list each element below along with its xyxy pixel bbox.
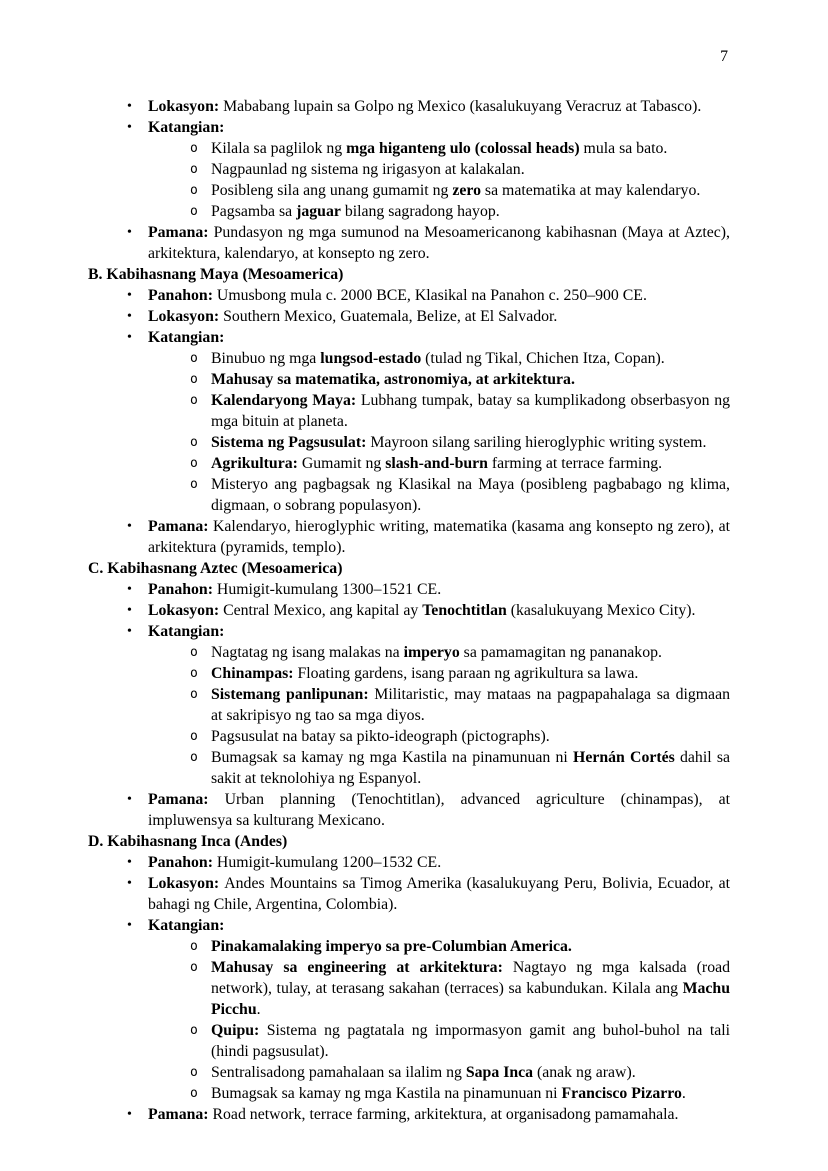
bullet-marker: • bbox=[127, 792, 132, 807]
list-item-text: Pagsamba sa jaguar bilang sagradong hayop. bbox=[211, 203, 500, 220]
list-item bbox=[88, 180, 730, 201]
list-item bbox=[88, 600, 730, 621]
list-item bbox=[88, 957, 730, 1020]
list-item-text: Katangian: bbox=[148, 329, 225, 346]
list-item-text: Nagtatag ng isang malakas na imperyo sa pamamagitan ng pananakop. bbox=[211, 644, 662, 661]
bullet-marker: • bbox=[127, 582, 132, 597]
list-item bbox=[88, 306, 730, 327]
list-item bbox=[88, 117, 730, 138]
list-item-text: Pamana: Road network, terrace farming, arkitektura, at organisadong pamamahala. bbox=[148, 1106, 679, 1123]
list-item bbox=[88, 1020, 730, 1062]
list-item bbox=[88, 369, 730, 390]
list-item-text: Sistema ng Pagsusulat: Mayroon silang sariling hieroglyphic writing system. bbox=[211, 434, 707, 451]
list-item-text: Panahon: Umusbong mula c. 2000 BCE, Klasikal na Panahon c. 250–900 CE. bbox=[148, 287, 647, 304]
bullet-marker: • bbox=[127, 120, 132, 135]
heading-text: C. Kabihasnang Aztec (Mesoamerica) bbox=[88, 560, 343, 577]
section-heading bbox=[88, 558, 730, 579]
list-item-text: Quipu: Sistema ng pagtatala ng impormasyon gamit ang buhol-buhol na tali (hindi pagsusulat). bbox=[211, 1022, 731, 1060]
section-heading bbox=[88, 831, 730, 852]
bullet-marker: • bbox=[127, 330, 132, 345]
list-item bbox=[88, 96, 730, 117]
list-item-text: Pinakamalaking imperyo sa pre-Columbian America. bbox=[211, 938, 572, 955]
list-item-text: Kalendaryong Maya: Lubhang tumpak, batay sa kumplikadong obserbasyon ng mga bituin at planeta. bbox=[211, 392, 731, 430]
bullet-marker: • bbox=[127, 918, 132, 933]
list-item-text: Posibleng sila ang unang gumamit ng zero sa matematika at may kalendaryo. bbox=[211, 182, 701, 199]
bullet-marker: o bbox=[190, 960, 198, 975]
list-item-text: Katangian: bbox=[148, 623, 225, 640]
list-item-text: Pamana: Kalendaryo, hieroglyphic writing, matematika (kasama ang konsepto ng zero), at arkitektura (pyramids, templo). bbox=[148, 518, 730, 556]
bullet-marker: • bbox=[127, 1107, 132, 1122]
list-item-text: Pamana: Pundasyon ng mga sumunod na Mesoamericanong kabihasnan (Maya at Aztec), arkitektura, kalendaryo, at konsepto ng zero. bbox=[148, 224, 730, 262]
list-item-text: Sentralisadong pamahalaan sa ilalim ng Sapa Inca (anak ng araw). bbox=[211, 1064, 636, 1081]
bullet-marker: o bbox=[190, 183, 198, 198]
list-item-text: Panahon: Humigit-kumulang 1200–1532 CE. bbox=[148, 854, 442, 871]
list-item-text: Lokasyon: Central Mexico, ang kapital ay Tenochtitlan (kasalukuyang Mexico City). bbox=[148, 602, 696, 619]
bullet-marker: o bbox=[190, 162, 198, 177]
list-item bbox=[88, 915, 730, 936]
list-item bbox=[88, 873, 730, 915]
bullet-marker: o bbox=[190, 1086, 198, 1101]
list-item-text: Sistemang panlipunan: Militaristic, may mataas na pagpapahalaga sa digmaan at sakripisyo ng tao sa mga diyos. bbox=[211, 686, 730, 724]
list-item bbox=[88, 936, 730, 957]
list-item bbox=[88, 516, 730, 558]
bullet-marker: • bbox=[127, 855, 132, 870]
heading-text: D. Kabihasnang Inca (Andes) bbox=[88, 833, 288, 850]
bullet-marker: o bbox=[190, 666, 198, 681]
list-item bbox=[88, 285, 730, 306]
list-item bbox=[88, 474, 730, 516]
list-item bbox=[88, 726, 730, 747]
list-item-text: Kilala sa paglilok ng mga higanteng ulo (colossal heads) mula sa bato. bbox=[211, 140, 668, 157]
list-item bbox=[88, 327, 730, 348]
section-heading bbox=[88, 264, 730, 285]
list-item bbox=[88, 453, 730, 474]
bullet-marker: o bbox=[190, 939, 198, 954]
bullet-marker: o bbox=[190, 1065, 198, 1080]
list-item bbox=[88, 663, 730, 684]
bullet-marker: o bbox=[190, 435, 198, 450]
list-item bbox=[88, 138, 730, 159]
list-item-text: Katangian: bbox=[148, 917, 225, 934]
document-body bbox=[88, 96, 730, 1125]
bullet-marker: • bbox=[127, 876, 132, 891]
list-item-text: Pagsusulat na batay sa pikto-ideograph (pictographs). bbox=[211, 728, 550, 745]
bullet-marker: • bbox=[127, 519, 132, 534]
list-item-text: Lokasyon: Mababang lupain sa Golpo ng Mexico (kasalukuyang Veracruz at Tabasco). bbox=[148, 98, 702, 115]
heading-text: B. Kabihasnang Maya (Mesoamerica) bbox=[88, 266, 344, 283]
bullet-marker: • bbox=[127, 624, 132, 639]
list-item bbox=[88, 1062, 730, 1083]
list-item-text: Binubuo ng mga lungsod-estado (tulad ng Tikal, Chichen Itza, Copan). bbox=[211, 350, 665, 367]
bullet-marker: • bbox=[127, 288, 132, 303]
bullet-marker: o bbox=[190, 687, 198, 702]
list-item bbox=[88, 852, 730, 873]
bullet-marker: o bbox=[190, 204, 198, 219]
list-item-text: Panahon: Humigit-kumulang 1300–1521 CE. bbox=[148, 581, 442, 598]
list-item bbox=[88, 390, 730, 432]
bullet-marker: o bbox=[190, 477, 198, 492]
list-item-text: Agrikultura: Gumamit ng slash-and-burn farming at terrace farming. bbox=[211, 455, 663, 472]
bullet-marker: o bbox=[190, 372, 198, 387]
bullet-marker: o bbox=[190, 750, 198, 765]
list-item bbox=[88, 789, 730, 831]
list-item bbox=[88, 432, 730, 453]
bullet-marker: o bbox=[190, 456, 198, 471]
bullet-marker: • bbox=[127, 309, 132, 324]
bullet-marker: • bbox=[127, 225, 132, 240]
list-item bbox=[88, 348, 730, 369]
bullet-marker: o bbox=[190, 351, 198, 366]
bullet-marker: • bbox=[127, 99, 132, 114]
list-item bbox=[88, 1104, 730, 1125]
list-item bbox=[88, 159, 730, 180]
bullet-marker: o bbox=[190, 393, 198, 408]
list-item-text: Mahusay sa matematika, astronomiya, at arkitektura. bbox=[211, 371, 575, 388]
page-number: 7 bbox=[720, 48, 728, 65]
list-item-text: Bumagsak sa kamay ng mga Kastila na pinamunuan ni Hernán Cortés dahil sa sakit at teknolohiya ng Espanyol. bbox=[211, 749, 730, 787]
bullet-marker: o bbox=[190, 141, 198, 156]
list-item-text: Bumagsak sa kamay ng mga Kastila na pinamunuan ni Francisco Pizarro. bbox=[211, 1085, 686, 1102]
list-item-text: Pamana: Urban planning (Tenochtitlan), advanced agriculture (chinampas), at impluwensya sa kulturang Mexicano. bbox=[148, 791, 731, 829]
bullet-marker: o bbox=[190, 1023, 198, 1038]
list-item bbox=[88, 201, 730, 222]
list-item bbox=[88, 621, 730, 642]
list-item-text: Misteryo ang pagbagsak ng Klasikal na Maya (posibleng pagbabago ng klima, digmaan, o sobrang populasyon). bbox=[211, 476, 730, 514]
list-item bbox=[88, 747, 730, 789]
bullet-marker: • bbox=[127, 603, 132, 618]
list-item bbox=[88, 579, 730, 600]
list-item-text: Mahusay sa engineering at arkitektura: Nagtayo ng mga kalsada (road network), tulay, at terasang sakahan (terraces) sa kabundukan. Kilala ang Machu Picchu. bbox=[211, 959, 730, 1018]
bullet-marker: o bbox=[190, 645, 198, 660]
list-item-text: Lokasyon: Andes Mountains sa Timog Amerika (kasalukuyang Peru, Bolivia, Ecuador, at bahagi ng Chile, Argentina, Colombia). bbox=[148, 875, 731, 913]
list-item-text: Katangian: bbox=[148, 119, 225, 136]
list-item-text: Chinampas: Floating gardens, isang paraan ng agrikultura sa lawa. bbox=[211, 665, 639, 682]
list-item bbox=[88, 222, 730, 264]
list-item bbox=[88, 684, 730, 726]
list-item-text: Nagpaunlad ng sistema ng irigasyon at kalakalan. bbox=[211, 161, 525, 178]
bullet-marker: o bbox=[190, 729, 198, 744]
list-item bbox=[88, 1083, 730, 1104]
list-item bbox=[88, 642, 730, 663]
list-item-text: Lokasyon: Southern Mexico, Guatemala, Belize, at El Salvador. bbox=[148, 308, 558, 325]
